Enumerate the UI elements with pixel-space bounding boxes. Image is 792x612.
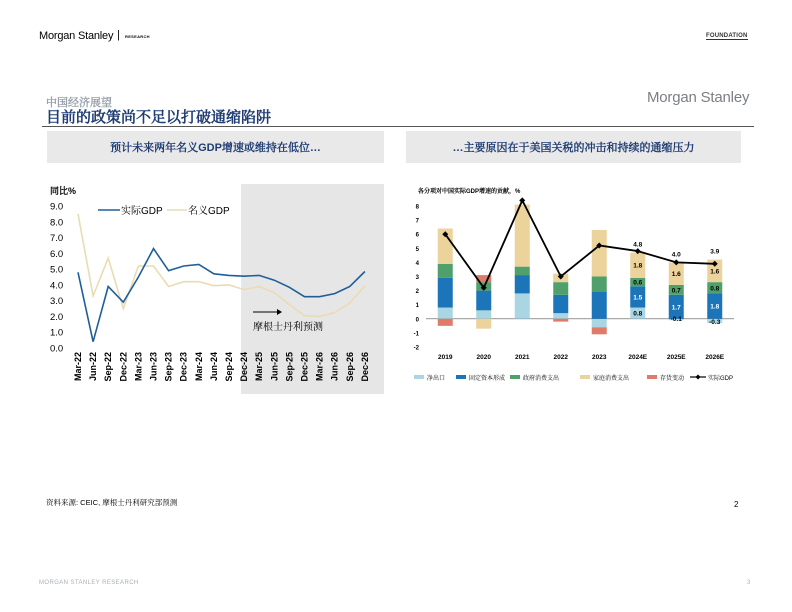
data-label-household: 1.8 [633,262,643,270]
x-tick-label: Jun-23 [148,352,159,382]
bar-segment-gov-consumption [553,282,568,295]
data-label-total: 3.9 [710,248,720,256]
header-brand: Morgan Stanley [39,30,114,42]
x-tick-label: Jun-26 [329,352,340,382]
slide-title: 目前的政策尚不足以打破通缩陷阱 [46,109,272,126]
data-label-net-exports: -0.3 [709,319,721,327]
header-research-label: RESEARCH [125,34,150,39]
x-tick-label: Dec-23 [178,352,189,382]
x-tick-label: Sep-23 [163,352,174,382]
x-tick-label: 2024E [628,354,648,361]
title-divider [42,126,754,127]
bar-segment-inventory-change [592,327,607,334]
y-tick-label: 4.0 [50,280,64,292]
bar-segment-net-exports [438,308,453,319]
y-tick-label: 0.0 [50,343,64,355]
y-tick-label: 3.0 [50,296,64,308]
bar-segment-gov-consumption [592,277,607,293]
data-label-net-exports: -0.1 [670,316,682,324]
x-tick-label: Mar-24 [193,352,204,382]
header-foundation-label: FOUNDATION [706,33,748,39]
x-tick-label: Mar-25 [254,352,265,382]
y-tick-label: 5.0 [50,264,64,276]
x-tick-label: Dec-26 [359,352,370,382]
legend-swatch-inventory-change [647,375,657,379]
gdp-contribution-bar-chart [404,184,749,389]
legend-label-real-gdp: 实际GDP [121,206,163,217]
x-tick-label: 2023 [592,354,607,361]
bar-chart-title: 各分项对中国实际GDP增速的贡献，% [418,189,521,195]
y-tick-label: -2 [413,345,419,352]
x-tick-label: Dec-25 [299,352,310,382]
bar-segment-fixed-capital [515,275,530,293]
y-tick-label: 1.0 [50,327,64,339]
legend-label-nominal-gdp: 名义GDP [188,206,230,217]
y-tick-label: 2.0 [50,311,64,323]
x-tick-label: Sep-26 [344,352,355,382]
bar-segment-net-exports [476,310,491,318]
x-tick-label: Jun-22 [88,352,99,382]
section-title: 中国经济展望 [46,97,112,109]
data-label-total: 4.8 [633,241,643,249]
data-label-household: 1.6 [710,268,720,276]
bar-segment-fixed-capital [438,278,453,308]
left-subtitle-band [47,131,384,163]
legend-swatch-household-consumption [580,375,590,379]
legend-label-inventory-change: 存货变动 [660,376,685,382]
y-tick-label: 7.0 [50,233,64,245]
data-label-government: 0.8 [710,285,720,293]
x-tick-label: 2021 [515,354,530,361]
legend-label-gov-consumption: 政府消费支出 [523,376,560,382]
forecast-label: 摩根士丹利预测 [253,322,323,333]
x-tick-label: 2026E [705,354,725,361]
y-tick-label: 5 [415,246,419,253]
legend-swatch-gov-consumption [510,375,520,379]
legend-label-net-exports: 净出口 [427,376,446,382]
y-tick-label: 0 [415,317,419,324]
x-tick-label: 2025E [666,354,686,361]
bar-segment-fixed-capital [592,292,607,319]
x-tick-label: Sep-25 [284,352,295,382]
source-note: 资料来源: CEIC, 摩根士丹利研究部预测 [46,498,178,507]
legend-swatch-fixed-capital [456,375,466,379]
bar-segment-fixed-capital [553,295,568,313]
data-label-household: 1.6 [671,271,681,279]
y-axis-label: 同比% [50,186,77,196]
data-label-fixed_capital: 1.8 [710,303,720,311]
x-tick-label: 2022 [553,354,568,361]
header-separator: | [117,29,120,41]
x-tick-label: Jun-24 [208,352,219,382]
x-tick-label: Mar-26 [314,352,325,382]
bar-segment-net-exports [592,319,607,327]
page-number: 3 [747,580,751,586]
x-tick-label: Dec-24 [239,352,250,382]
y-tick-label: 7 [415,218,419,225]
data-label-fixed_capital: 1.5 [633,294,643,302]
data-label-government: 0.6 [633,279,643,287]
y-tick-label: 8.0 [50,217,64,229]
x-tick-label: Sep-24 [224,352,234,382]
y-tick-label: -1 [413,331,419,338]
x-tick-label: Jun-25 [269,352,280,382]
data-label-government: 0.7 [671,287,681,295]
x-tick-label: Mar-22 [73,352,83,382]
morgan-stanley-logo: Morgan Stanley [647,89,750,106]
bar-segment-gov-consumption [515,267,530,275]
legend-label-fixed-capital: 固定资本形成 [469,376,506,382]
right-subtitle-band [406,131,741,163]
left-subtitle: 预计未来两年名义GDP增速或维持在低位… [110,142,321,154]
data-label-total: 4.0 [671,251,681,259]
legend-swatch-net-exports [414,375,424,379]
slide-number: 2 [734,500,739,509]
x-tick-label: Sep-22 [103,352,114,382]
x-tick-label: 2020 [476,354,491,361]
bar-segment-gov-consumption [438,264,453,278]
bar-segment-fixed-capital [476,291,491,311]
bar-segment-household-consumption [476,319,491,329]
y-tick-label: 6 [415,232,419,239]
x-tick-label: 2019 [438,354,453,361]
legend-label-real-gdp: 实际GDP [708,376,734,382]
y-tick-label: 4 [415,260,419,267]
x-tick-label: Dec-22 [118,352,129,382]
bar-segment-inventory-change [438,319,453,326]
y-tick-label: 9.0 [50,201,64,213]
gdp-growth-line-chart [46,184,386,396]
y-tick-label: 6.0 [50,248,64,260]
bar-segment-household-consumption [592,230,607,277]
bar-segment-inventory-change [553,319,568,322]
x-tick-label: Mar-23 [133,352,144,382]
bar-segment-net-exports [515,293,530,318]
data-label-net-exports: 0.8 [633,310,643,318]
right-subtitle: …主要原因在于美国关税的冲击和持续的通缩压力 [452,142,695,154]
legend-label-household-consumption: 家庭消费支出 [593,376,630,382]
y-tick-label: 2 [415,289,419,296]
y-tick-label: 3 [415,275,419,281]
bar-segment-net-exports [553,313,568,319]
y-tick-label: 8 [415,204,419,211]
footer-label: MORGAN STANLEY RESEARCH [39,580,139,586]
legend-marker-real-gdp [696,375,701,380]
y-tick-label: 1 [415,303,419,310]
data-label-fixed_capital: 1.7 [671,304,681,312]
